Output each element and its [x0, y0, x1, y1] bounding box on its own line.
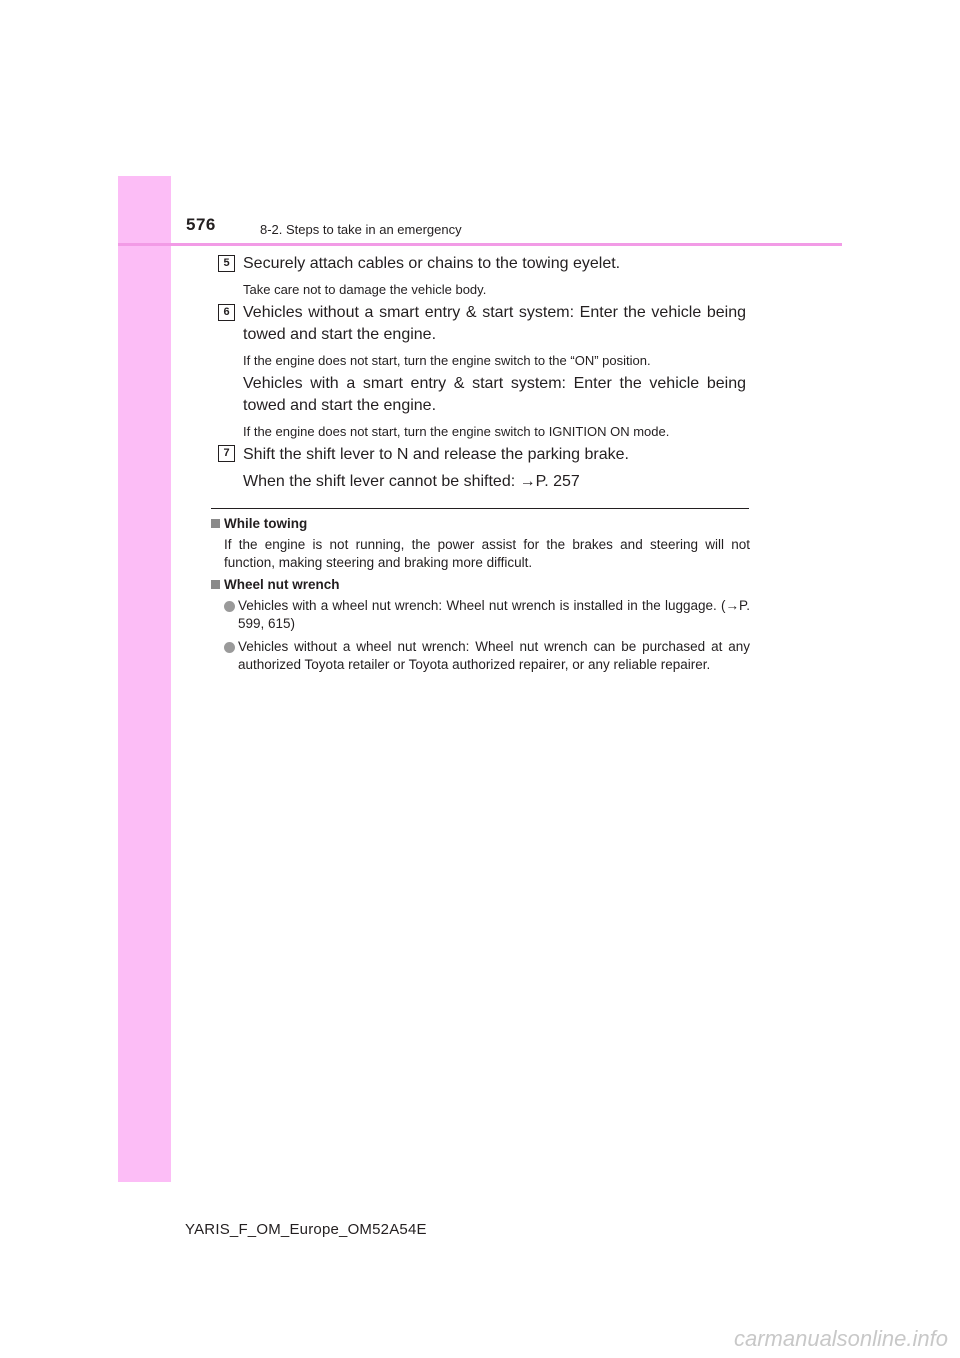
- step-7-note: When the shift lever cannot be shifted: →P. 257: [243, 473, 580, 490]
- step-6-text-without-smart-entry: Vehicles without a smart entry & start system: Enter the vehicle being towed and start the engine.: [243, 304, 746, 343]
- step-6-note-without-smart-entry: If the engine does not start, turn the engine switch to the “ON” position.: [243, 353, 651, 368]
- step-7-text: Shift the shift lever to N and release the parking brake.: [243, 446, 629, 463]
- square-bullet-icon: [211, 519, 220, 528]
- watermark: carmanualsonline.info: [733, 1326, 948, 1351]
- page-number: 576: [186, 215, 216, 234]
- info-heading-while-towing: While towing: [211, 515, 307, 532]
- section-title: 8-2. Steps to take in an emergency: [260, 222, 462, 237]
- step-5-note: Take care not to damage the vehicle body.: [243, 282, 487, 297]
- step-6-note-with-smart-entry: If the engine does not start, turn the engine switch to IGNITION ON mode.: [243, 424, 670, 439]
- step-badge-5: 5: [218, 255, 235, 272]
- info-heading-wheel-nut-wrench: Wheel nut wrench: [211, 576, 340, 593]
- info-text-while-towing: If the engine is not running, the power assist for the brakes and steering will not function, making steering and braking more difficult.: [224, 537, 750, 570]
- info-bullet-without-wrench: Vehicles without a wheel nut wrench: Wheel nut wrench can be purchased at any authorized Toyota retailer or Toyota authorized repairer, or any reliable repairer.: [238, 639, 750, 672]
- circle-bullet-icon: [224, 642, 235, 653]
- chapter-sidebar-tab: [118, 176, 171, 1182]
- step-6-text-with-smart-entry: Vehicles with a smart entry & start system: Enter the vehicle being towed and start the engine.: [243, 375, 746, 414]
- header-rule: [118, 243, 842, 246]
- section-divider: [211, 508, 749, 509]
- document-code: YARIS_F_OM_Europe_OM52A54E: [185, 1221, 427, 1238]
- step-5-text: Securely attach cables or chains to the towing eyelet.: [243, 255, 621, 272]
- info-bullet-with-wrench: Vehicles with a wheel nut wrench: Wheel nut wrench is installed in the luggage. (→P. 599, 615): [238, 598, 750, 631]
- square-bullet-icon: [211, 580, 220, 589]
- step-badge-6: 6: [218, 304, 235, 321]
- step-badge-7: 7: [218, 445, 235, 462]
- circle-bullet-icon: [224, 601, 235, 612]
